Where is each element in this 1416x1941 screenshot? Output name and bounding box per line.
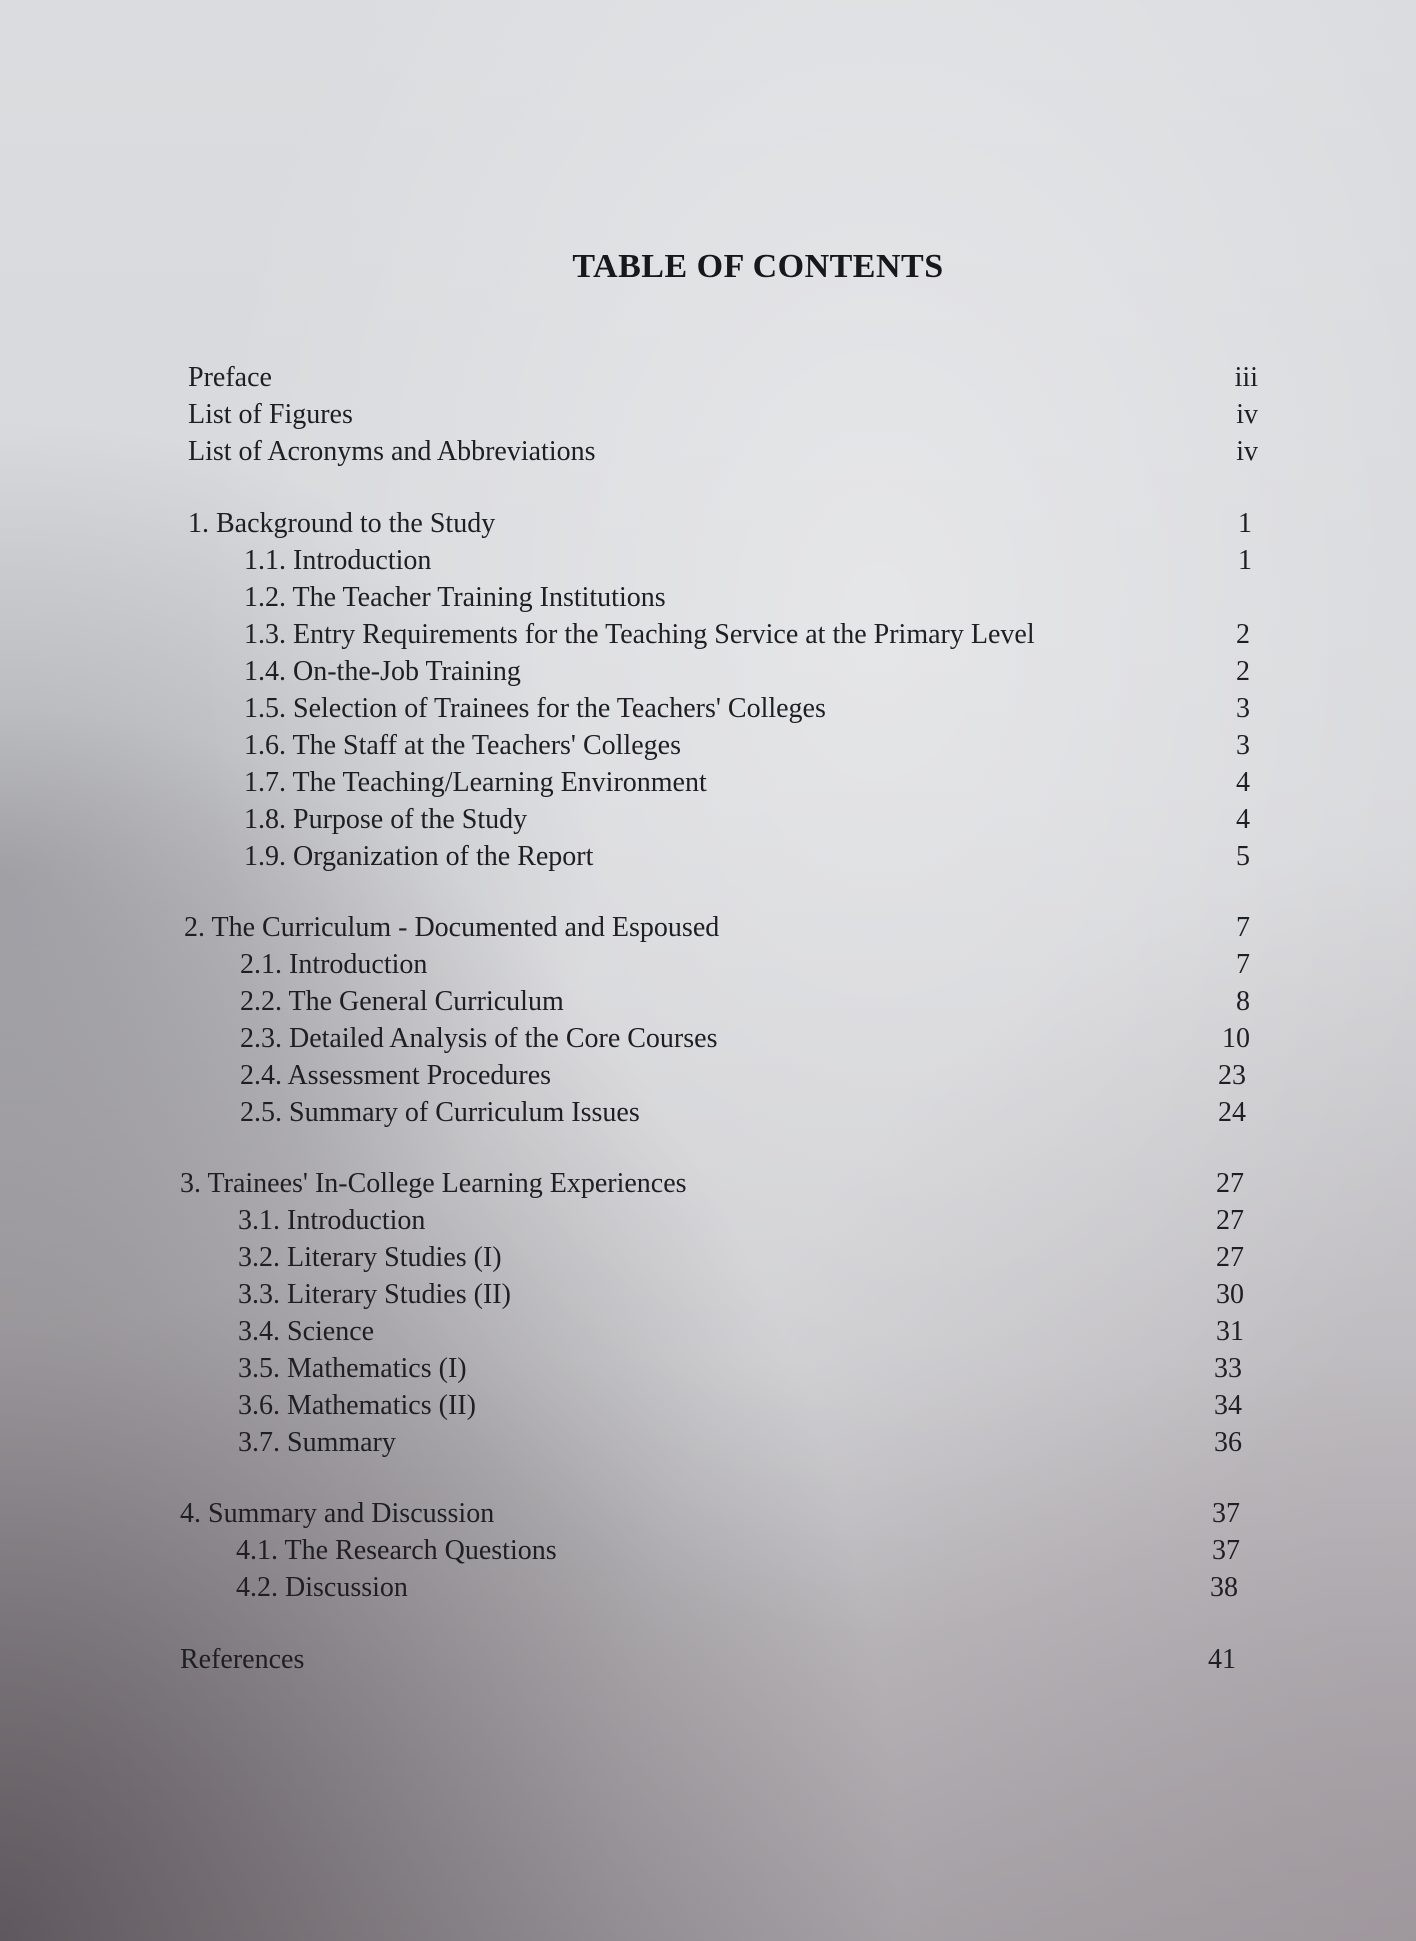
toc-entry-page-number: 41 — [1208, 1644, 1236, 1675]
toc-entry — [244, 802, 1250, 838]
page-title: TABLE OF CONTENTS — [572, 248, 944, 285]
toc-entry-page-number: 38 — [1210, 1572, 1238, 1603]
toc-entry-label: 3. Trainees' In-College Learning Experiences — [180, 1168, 687, 1199]
toc-entry — [244, 728, 1250, 764]
toc-entry — [240, 947, 1250, 983]
toc-entry-label: 2.4. Assessment Procedures — [240, 1060, 552, 1091]
toc-entry-label: 1.6. The Staff at the Teachers' Colleges — [244, 730, 681, 761]
toc-entry-label: 4.2. Discussion — [236, 1572, 408, 1603]
toc-entry-page-number: 30 — [1216, 1279, 1244, 1310]
toc-entry — [188, 434, 1258, 470]
toc-entry-page-number: 7 — [1236, 949, 1250, 980]
toc-entry — [238, 1388, 1242, 1424]
toc-entry-label: References — [180, 1644, 305, 1675]
toc-entry-label: 4.1. The Research Questions — [236, 1535, 557, 1566]
toc-entry-page-number: 27 — [1216, 1205, 1244, 1236]
toc-entry-label: 1.3. Entry Requirements for the Teaching Service at the Primary Level — [244, 619, 1035, 650]
toc-entry-page-number: 34 — [1214, 1390, 1242, 1421]
toc-entry — [244, 839, 1250, 875]
toc-entry-page-number: 2 — [1236, 619, 1250, 650]
toc-entry — [240, 1021, 1250, 1057]
toc-entry-page-number: 24 — [1218, 1097, 1246, 1128]
toc-entry — [240, 1095, 1246, 1131]
toc-entry-page-number: 23 — [1218, 1060, 1246, 1091]
toc-entry-page-number: 1 — [1238, 508, 1252, 539]
toc-entry-page-number: 8 — [1236, 986, 1250, 1017]
toc-entry-page-number: 31 — [1216, 1316, 1244, 1347]
toc-entry — [238, 1203, 1244, 1239]
toc-entry — [244, 543, 1252, 579]
toc-entry-label: 1.9. Organization of the Report — [244, 841, 594, 872]
toc-entry-label: 3.5. Mathematics (I) — [238, 1353, 467, 1384]
toc-entry-label: 3.6. Mathematics (II) — [238, 1390, 476, 1421]
toc-entry-label: List of Figures — [188, 399, 353, 430]
toc-entry-page-number: 1 — [1238, 545, 1252, 576]
toc-entry — [236, 1533, 1240, 1569]
toc-entry — [180, 1496, 1240, 1532]
toc-entry — [238, 1240, 1244, 1276]
toc-entry-label: 3.4. Science — [238, 1316, 375, 1347]
toc-entry-label: 3.1. Introduction — [238, 1205, 426, 1236]
toc-entry-page-number: 33 — [1214, 1353, 1242, 1384]
toc-entry-page-number: 7 — [1236, 912, 1250, 943]
toc-entry — [188, 397, 1258, 433]
toc-entry-label: 1.7. The Teaching/Learning Environment — [244, 767, 707, 798]
toc-entry-page-number: iii — [1234, 362, 1258, 393]
toc-entry — [244, 691, 1250, 727]
toc-entry — [240, 1058, 1246, 1094]
toc-entry-label: 3.3. Literary Studies (II) — [238, 1279, 511, 1310]
toc-entry — [188, 506, 1252, 542]
toc-entry-page-number: iv — [1236, 399, 1258, 430]
toc-entry-page-number: 36 — [1214, 1427, 1242, 1458]
toc-entry — [184, 910, 1250, 946]
toc-entry — [188, 360, 1258, 396]
table-of-contents — [0, 360, 1416, 1760]
toc-entry-page-number: 4 — [1236, 767, 1250, 798]
toc-entry — [238, 1277, 1244, 1313]
toc-entry — [240, 984, 1250, 1020]
toc-entry-label: 2.5. Summary of Curriculum Issues — [240, 1097, 640, 1128]
toc-entry — [238, 1425, 1242, 1461]
toc-entry-label: 2.1. Introduction — [240, 949, 428, 980]
toc-entry — [244, 654, 1250, 690]
toc-entry-label: 1.4. On-the-Job Training — [244, 656, 521, 687]
toc-entry-page-number: 10 — [1222, 1023, 1250, 1054]
toc-entry-label: 4. Summary and Discussion — [180, 1498, 495, 1529]
toc-entry-page-number: 27 — [1216, 1168, 1244, 1199]
toc-entry-label: 1.1. Introduction — [244, 545, 432, 576]
toc-entry-label: 1.5. Selection of Trainees for the Teachers' Colleges — [244, 693, 826, 724]
toc-entry-label: 2. The Curriculum - Documented and Espoused — [184, 912, 720, 943]
toc-entry — [244, 580, 1252, 616]
toc-entry-page-number: 3 — [1236, 693, 1250, 724]
toc-entry — [238, 1314, 1244, 1350]
toc-entry-page-number: 37 — [1212, 1498, 1240, 1529]
toc-entry-label: 1. Background to the Study — [188, 508, 496, 539]
toc-entry-page-number: 5 — [1236, 841, 1250, 872]
toc-entry-label: Preface — [188, 362, 272, 393]
toc-entry-page-number: iv — [1236, 436, 1258, 467]
toc-entry-page-number: 2 — [1236, 656, 1250, 687]
toc-entry-label: 2.2. The General Curriculum — [240, 986, 564, 1017]
toc-entry-page-number: 3 — [1236, 730, 1250, 761]
toc-entry-label: 3.2. Literary Studies (I) — [238, 1242, 502, 1273]
toc-entry-label: List of Acronyms and Abbreviations — [188, 436, 596, 467]
toc-entry — [244, 617, 1250, 653]
toc-entry-label: 1.8. Purpose of the Study — [244, 804, 528, 835]
toc-entry-label: 1.2. The Teacher Training Institutions — [244, 582, 666, 613]
toc-entry-page-number: 37 — [1212, 1535, 1240, 1566]
toc-entry — [236, 1570, 1238, 1606]
toc-entry-page-number: 4 — [1236, 804, 1250, 835]
toc-entry — [180, 1166, 1244, 1202]
toc-entry — [244, 765, 1250, 801]
toc-entry — [238, 1351, 1242, 1387]
toc-entry-label: 2.3. Detailed Analysis of the Core Courses — [240, 1023, 718, 1054]
toc-entry — [180, 1642, 1236, 1678]
toc-entry-page-number: 27 — [1216, 1242, 1244, 1273]
toc-entry-label: 3.7. Summary — [238, 1427, 396, 1458]
